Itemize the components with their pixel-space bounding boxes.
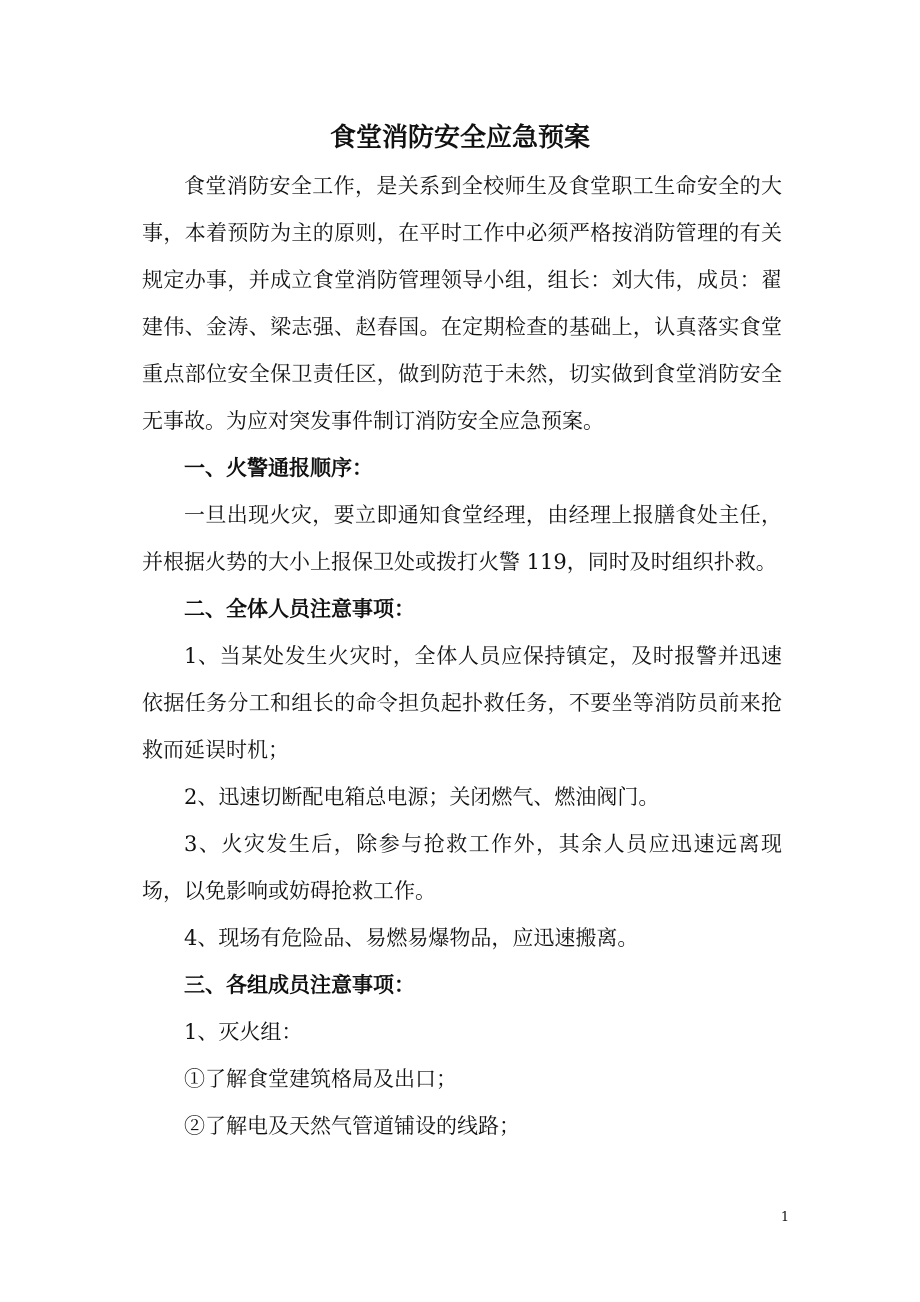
section-1-heading: 一、火警通报顺序： xyxy=(184,456,373,480)
section-1-text: 一旦出现火灾，要立即通知食堂经理，由经理上报膳食处主任，并根据火势的大小上报保卫处或拨打火警 119，同时及时组织扑救。 xyxy=(142,503,782,574)
page-number: 1 xyxy=(780,1210,790,1225)
section-3-item: ①了解食堂建筑格局及出口； xyxy=(184,1067,457,1091)
section-3-heading: 三、各组成员注意事项： xyxy=(184,973,415,997)
section-2-item: 3、火灾发生后，除参与抢救工作外，其余人员应迅速远离现场，以免影响或妨碍抢救工作。 xyxy=(142,832,782,903)
section-3-group-label: 1、灭火组： xyxy=(184,1020,303,1044)
section-2-item: 2、迅速切断配电箱总电源；关闭燃气、燃油阀门。 xyxy=(184,785,660,809)
section-2-item: 1、当某处发生火灾时，全体人员应保持镇定，及时报警并迅速依据任务分工和组长的命令担负起扑救任务，不要坐等消防员前来抢救而延误时机； xyxy=(142,644,782,762)
document-title: 食堂消防安全应急预案 xyxy=(329,123,590,153)
document-body xyxy=(142,163,782,1150)
section-2-item: 4、现场有危险品、易燃易爆物品，应迅速搬离。 xyxy=(184,926,639,950)
intro-paragraph: 食堂消防安全工作，是关系到全校师生及食堂职工生命安全的大事，本着预防为主的原则，在平时工作中必须严格按消防管理的有关规定办事，并成立食堂消防管理领导小组，组长：刘大伟，成员：翟建伟、金涛、梁志强、赵春国。在定期检查的基础上，认真落实食堂重点部位安全保卫责任区，做到防范于未然，切实做到食堂消防安全无事故。为应对突发事件制订消防安全应急预案。 xyxy=(142,174,782,433)
section-2-heading: 二、全体人员注意事项： xyxy=(184,597,415,621)
section-3-item: ②了解电及天然气管道铺设的线路； xyxy=(184,1114,520,1138)
